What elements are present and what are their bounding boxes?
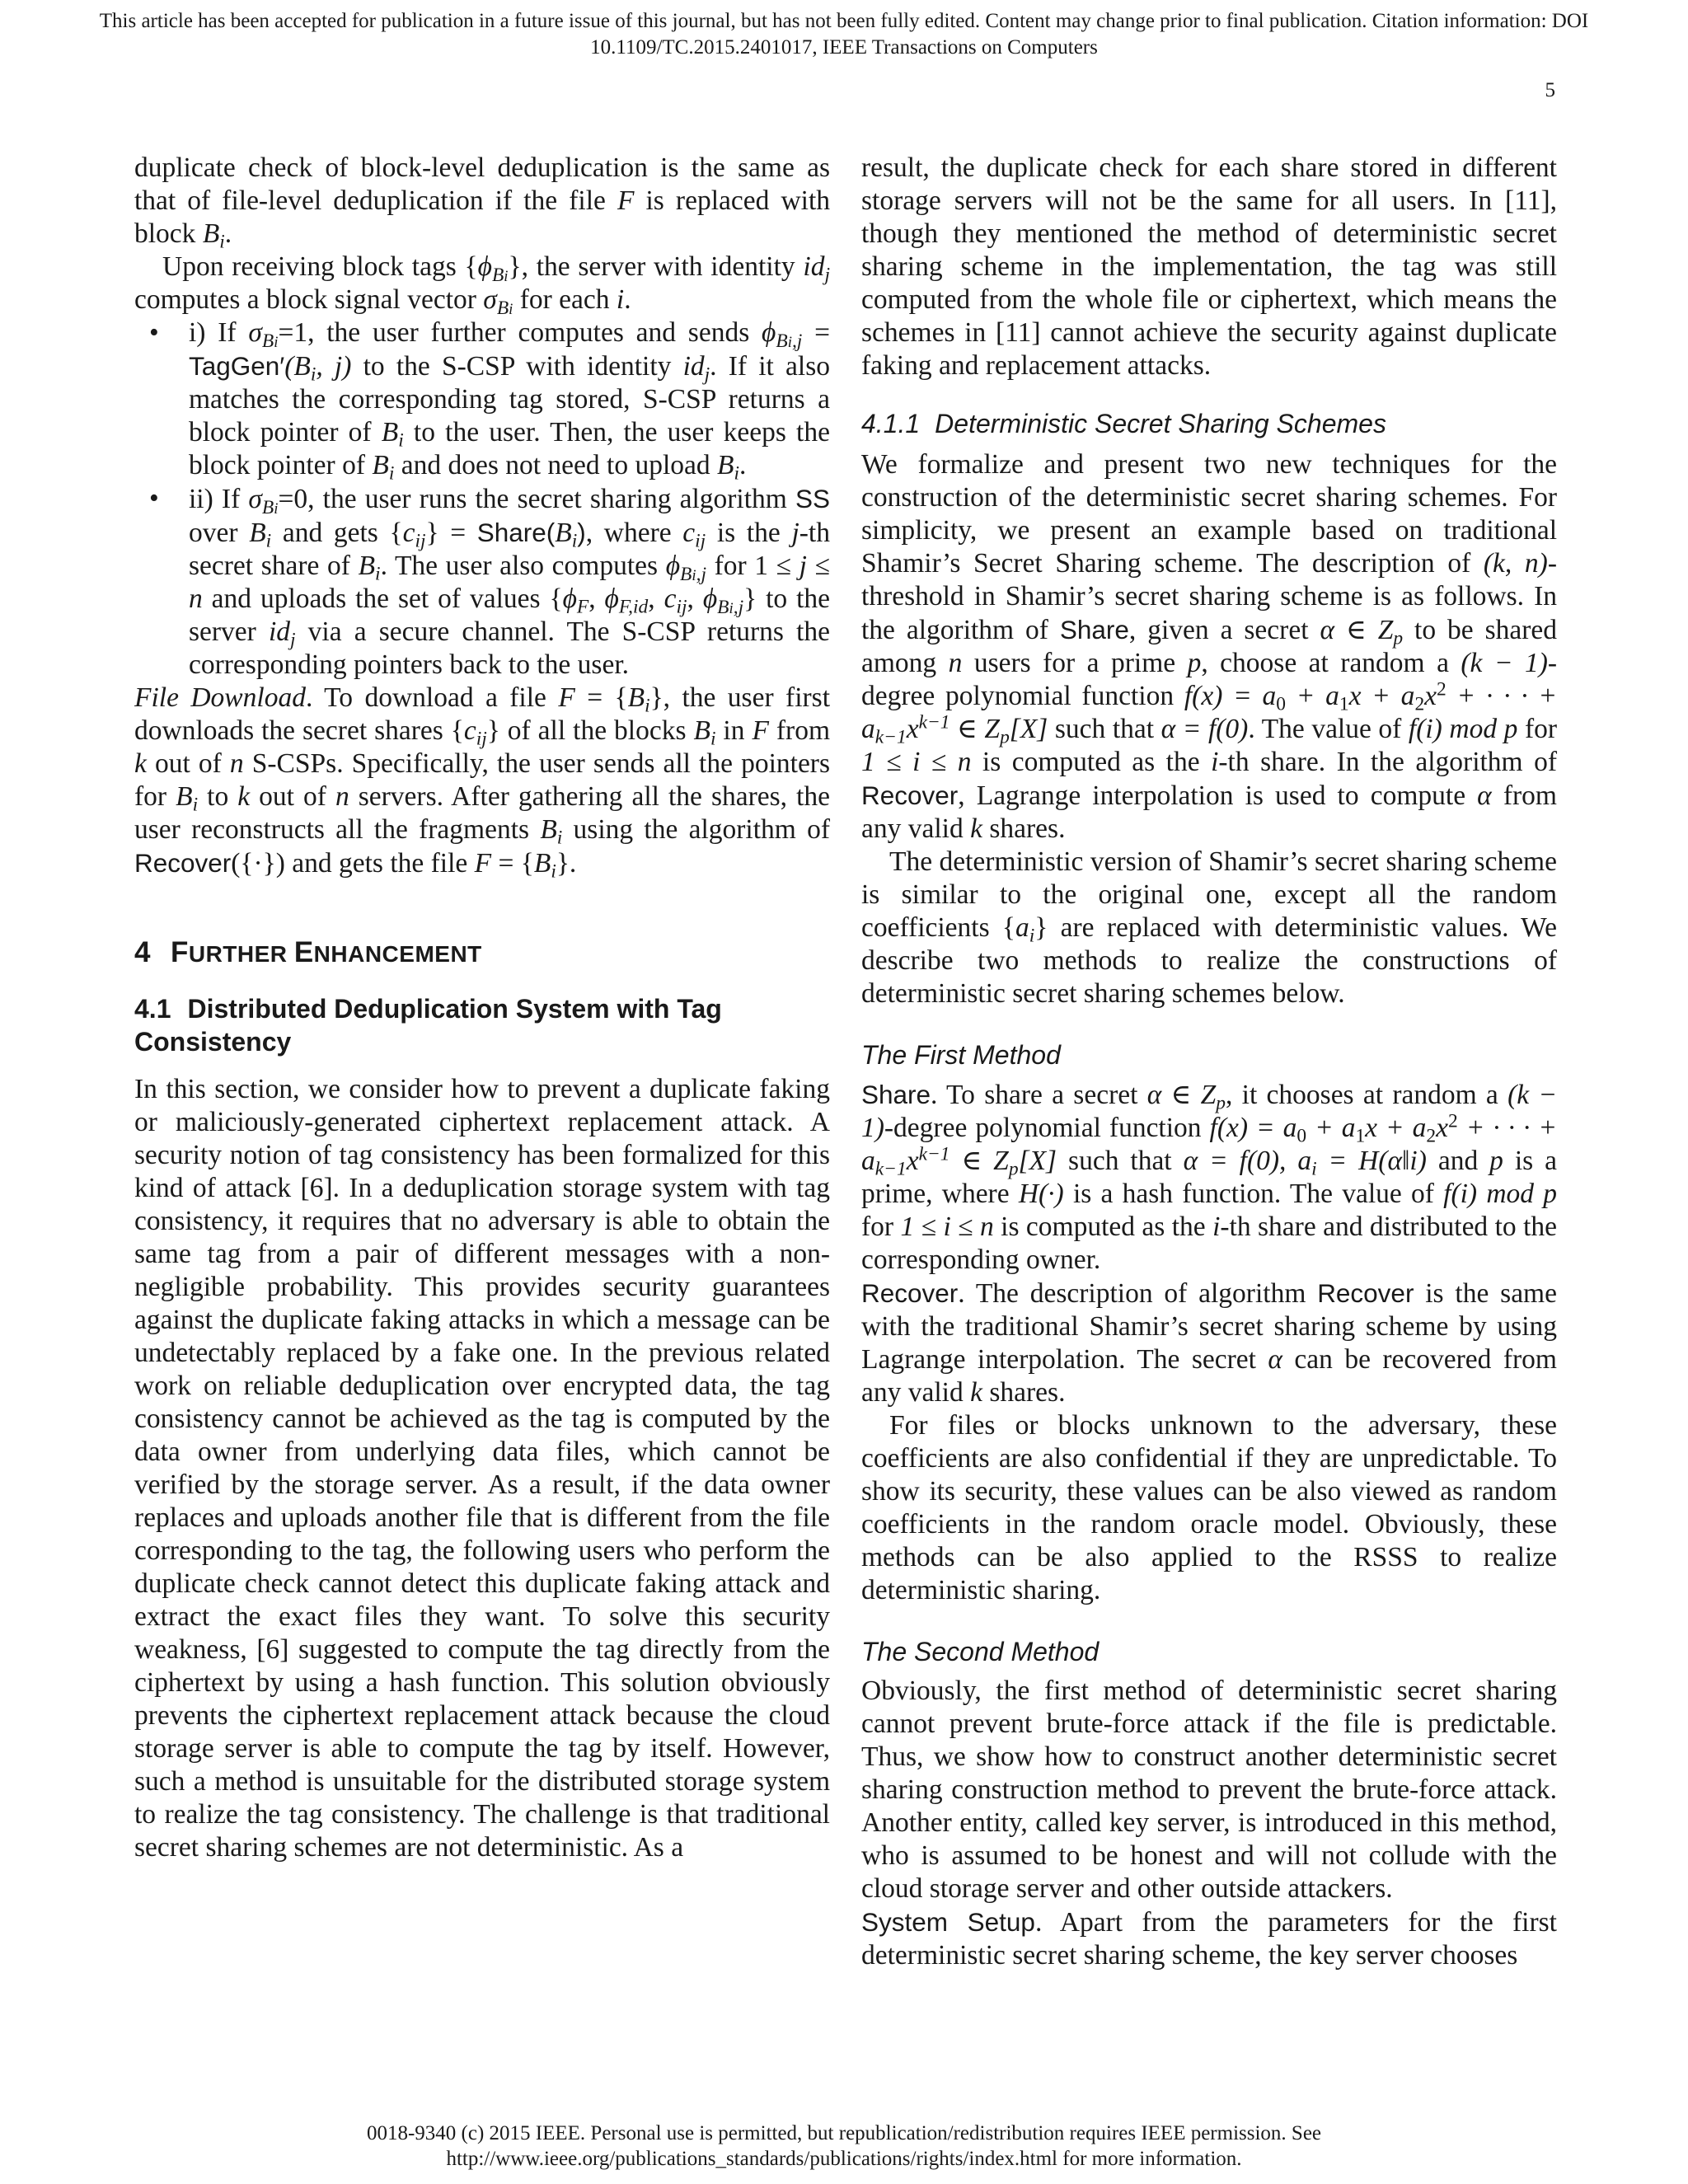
right-column <box>861 152 1557 1972</box>
recover-label: Recover <box>861 1278 959 1308</box>
section-4-heading: 4 FURTHER ENHANCEMENT <box>134 936 482 968</box>
system-setup-label: System Setup <box>861 1907 1035 1937</box>
publication-notice-line-1: This article has been accepted for publication in a future issue of this journal, but has not been fully edited. Content may change prior to final publication. Citation information: DOI <box>99 10 1589 32</box>
first-method-heading: The First Method <box>861 1040 1061 1070</box>
paragraph-first-method-recover: Recover. The description of algorithm Recover is the same with the traditional Shamir’s secret sharing scheme by using Lagrange interpolation. The secret α can be recovered from any valid k shares. <box>861 1278 1557 1408</box>
section-4-1-1-heading: 4.1.1 Deterministic Secret Sharing Schemes <box>861 409 1386 438</box>
paragraph-tag-consistency: In this section, we consider how to prevent a duplicate faking or maliciously-generated ciphertext replacement attack. A security notion of tag consistency has been formalized for this kind of attack [6]. In a deduplication storage system with tag consistency, it requires that no adversary is able to obtain the same tag from a pair of different messages with a non-negligible probability. This provides security guarantees against the duplicate faking attacks in which a message can be undetectably replaced by a fake one. In the previous related work on reliable deduplication over encrypted data, the tag consistency cannot be achieved as the tag is computed by the data owner from underlying data files, which cannot be verified by the storage server. As a result, if the data owner replaces and uploads another file that is different from the file corresponding to the tag, the following users who perform the duplicate check cannot detect this duplicate faking attack and extract the exact files they want. To solve this security weakness, [6] suggested to compute the tag directly from the ciphertext by using a hash function. This solution obviously prevents the ciphertext replacement attack because the cloud storage server is able to compute the tag by itself. However, such a method is unsuitable for the distributed storage system to realize the tag consistency. The challenge is that traditional secret sharing schemes are not deterministic. As a <box>134 1074 830 1863</box>
publication-notice <box>0 8 1688 61</box>
list-item-case-sigma-1: • i) If $\sigma_{Bi}=1$, the user further computes and sends $\phi_{Bi,j}$ = $TagGen'(B_i$, j) to the S-CSP with identity $id_j$. If it also matches the corresponding tag stored, S-CSP returns a block pointer of $B_i$ to the user. Then, the user keeps the block pointer of $B_i$ and does not need to upload $B_i$. <box>134 316 830 482</box>
paragraph-unknown-files: For files or blocks unknown to the adversary, these coefficients are also confidential if they are unpredictable. To show its security, these values can be also viewed as random coefficients in the random oracle model. Obviously, these methods can be also applied to the RSSS to realize deterministic sharing. <box>861 1410 1557 1605</box>
paragraph-deterministic-version: The deterministic version of Shamir’s secret sharing scheme is similar to the original one, except all the random coefficients $\{a_i\}$ are replaced with deterministic values. We describe two methods to realize the constructions of deterministic secret sharing schemes below. <box>861 846 1557 1009</box>
paragraph-second-method: Obviously, the first method of deterministic secret sharing cannot prevent brute-force attack if the file is predictable. Thus, we show how to construct another deterministic secret sharing construction method to prevent the brute-force attack. Another entity, called key server, is introduced in this method, who is assumed to be honest and will not collude with the cloud storage server and other outside attackers. <box>861 1675 1557 1904</box>
page-number: 5 <box>1545 79 1555 101</box>
copyright-footer <box>0 2121 1688 2172</box>
paragraph-block-dedup-continuation: duplicate check of block-level deduplication is the same as that of file-level deduplication if the file F is replaced with block $B_i$. <box>134 152 830 253</box>
publication-notice-line-2: 10.1109/TC.2015.2401017, IEEE Transactions on Computers <box>590 36 1098 59</box>
second-method-heading: The Second Method <box>861 1637 1100 1666</box>
share-label: Share <box>861 1080 931 1109</box>
paragraph-file-download: File Download. To download a file $F = \{B_i\}$, the user first downloads the secret shares $\{c_{ij}\}$ of all the blocks $B_i$ in F from k out of n S-CSPs. Specifically, the user sends all the pointers for $B_i$ to k out of n servers. After gathering all the shares, the user reconstructs all the fragments $B_i$ using the algorithm of Recover({·}) and gets the file $F = \{B_i\}$. <box>134 682 831 883</box>
copyright-line-2: http://www.ieee.org/publications_standards/publications/rights/index.html for more information. <box>446 2148 1242 2170</box>
list-item-case-sigma-0: • ii) If $\sigma_{Bi}=0$, the user runs the secret sharing algorithm SS over $B_i$ and gets $\{c_{ij}\}$ = $Share(B_i)$, where $c_{ij}$ is the j-th secret share of $B_i$. The user also computes $\phi_{Bi,j}$ for 1 ≤ j ≤ n and uploads the set of values {$\phi_F$, $\phi_{F,id}$, $c_{ij}$, $\phi_{Bi,j}$} to the server $id_j$ via a secure channel. The S-CSP returns the corresponding pointers back to the user. <box>134 482 830 682</box>
block-upload-cases-list <box>134 316 830 682</box>
file-download-label: File Download <box>134 682 306 713</box>
copyright-line-1: 0018-9340 (c) 2015 IEEE. Personal use is permitted, but republication/redistribution requires IEEE permission. See <box>366 2122 1322 2144</box>
paragraph-duplicate-check-continuation: result, the duplicate check for each share stored in different storage servers will not be the same for all users. In [11], though they mentioned the method of deterministic secret sharing scheme in the implementation, the tag was still computed from the whole file or ciphertext, which means the schemes in [11] cannot achieve the security against duplicate faking and replacement attacks. <box>861 152 1557 381</box>
left-column <box>134 152 830 1864</box>
paragraph-shamir-description: We formalize and present two new techniques for the construction of the deterministic secret sharing schemes. For simplicity, we present an example based on traditional Shamir’s Secret Sharing scheme. The description of (k, n)-threshold in Shamir’s secret sharing scheme is as follows. In the algorithm of Share, given a secret α ∈ $Z_p$ to be shared among n users for a prime p, choose at random a (k − 1)-degree polynomial function $f(x) = a_0 + a_1x + a_2x^2$ + · · · + $a_{k-1}x^{k-1}$ ∈ $Z_p[X]$ such that α = f(0). The value of f(i) mod p for 1 ≤ i ≤ n is computed as the i-th share. In the algorithm of Recover, Lagrange interpolation is used to compute α from any valid k shares. <box>861 449 1558 844</box>
paragraph-block-tags: Upon receiving block tags $\{\phi_{Bi}\}$, the server with identity $id_j$ computes a block signal vector $\sigma_{Bi}$ for each i. <box>134 251 830 319</box>
paragraph-system-setup: System Setup. Apart from the parameters for the first deterministic secret sharing scheme, the key server chooses <box>861 1907 1557 1971</box>
section-4-1-heading: 4.1 Distributed Deduplication System with Tag Consistency <box>134 994 722 1057</box>
paragraph-first-method-share: Share. To share a secret α ∈ $Z_p$, it chooses at random a (k − 1)-degree polynomial function $f(x) = a_0 + a_1x + a_2x^2$ + · · · + $a_{k-1}x^{k-1}$ ∈ $Z_p[X]$ such that α = f(0), $a_i$ = H(α‖i) and p is a prime, where H(·) is a hash function. The value of f(i) mod p for 1 ≤ i ≤ n is computed as the i-th share and distributed to the corresponding owner. <box>861 1080 1558 1275</box>
